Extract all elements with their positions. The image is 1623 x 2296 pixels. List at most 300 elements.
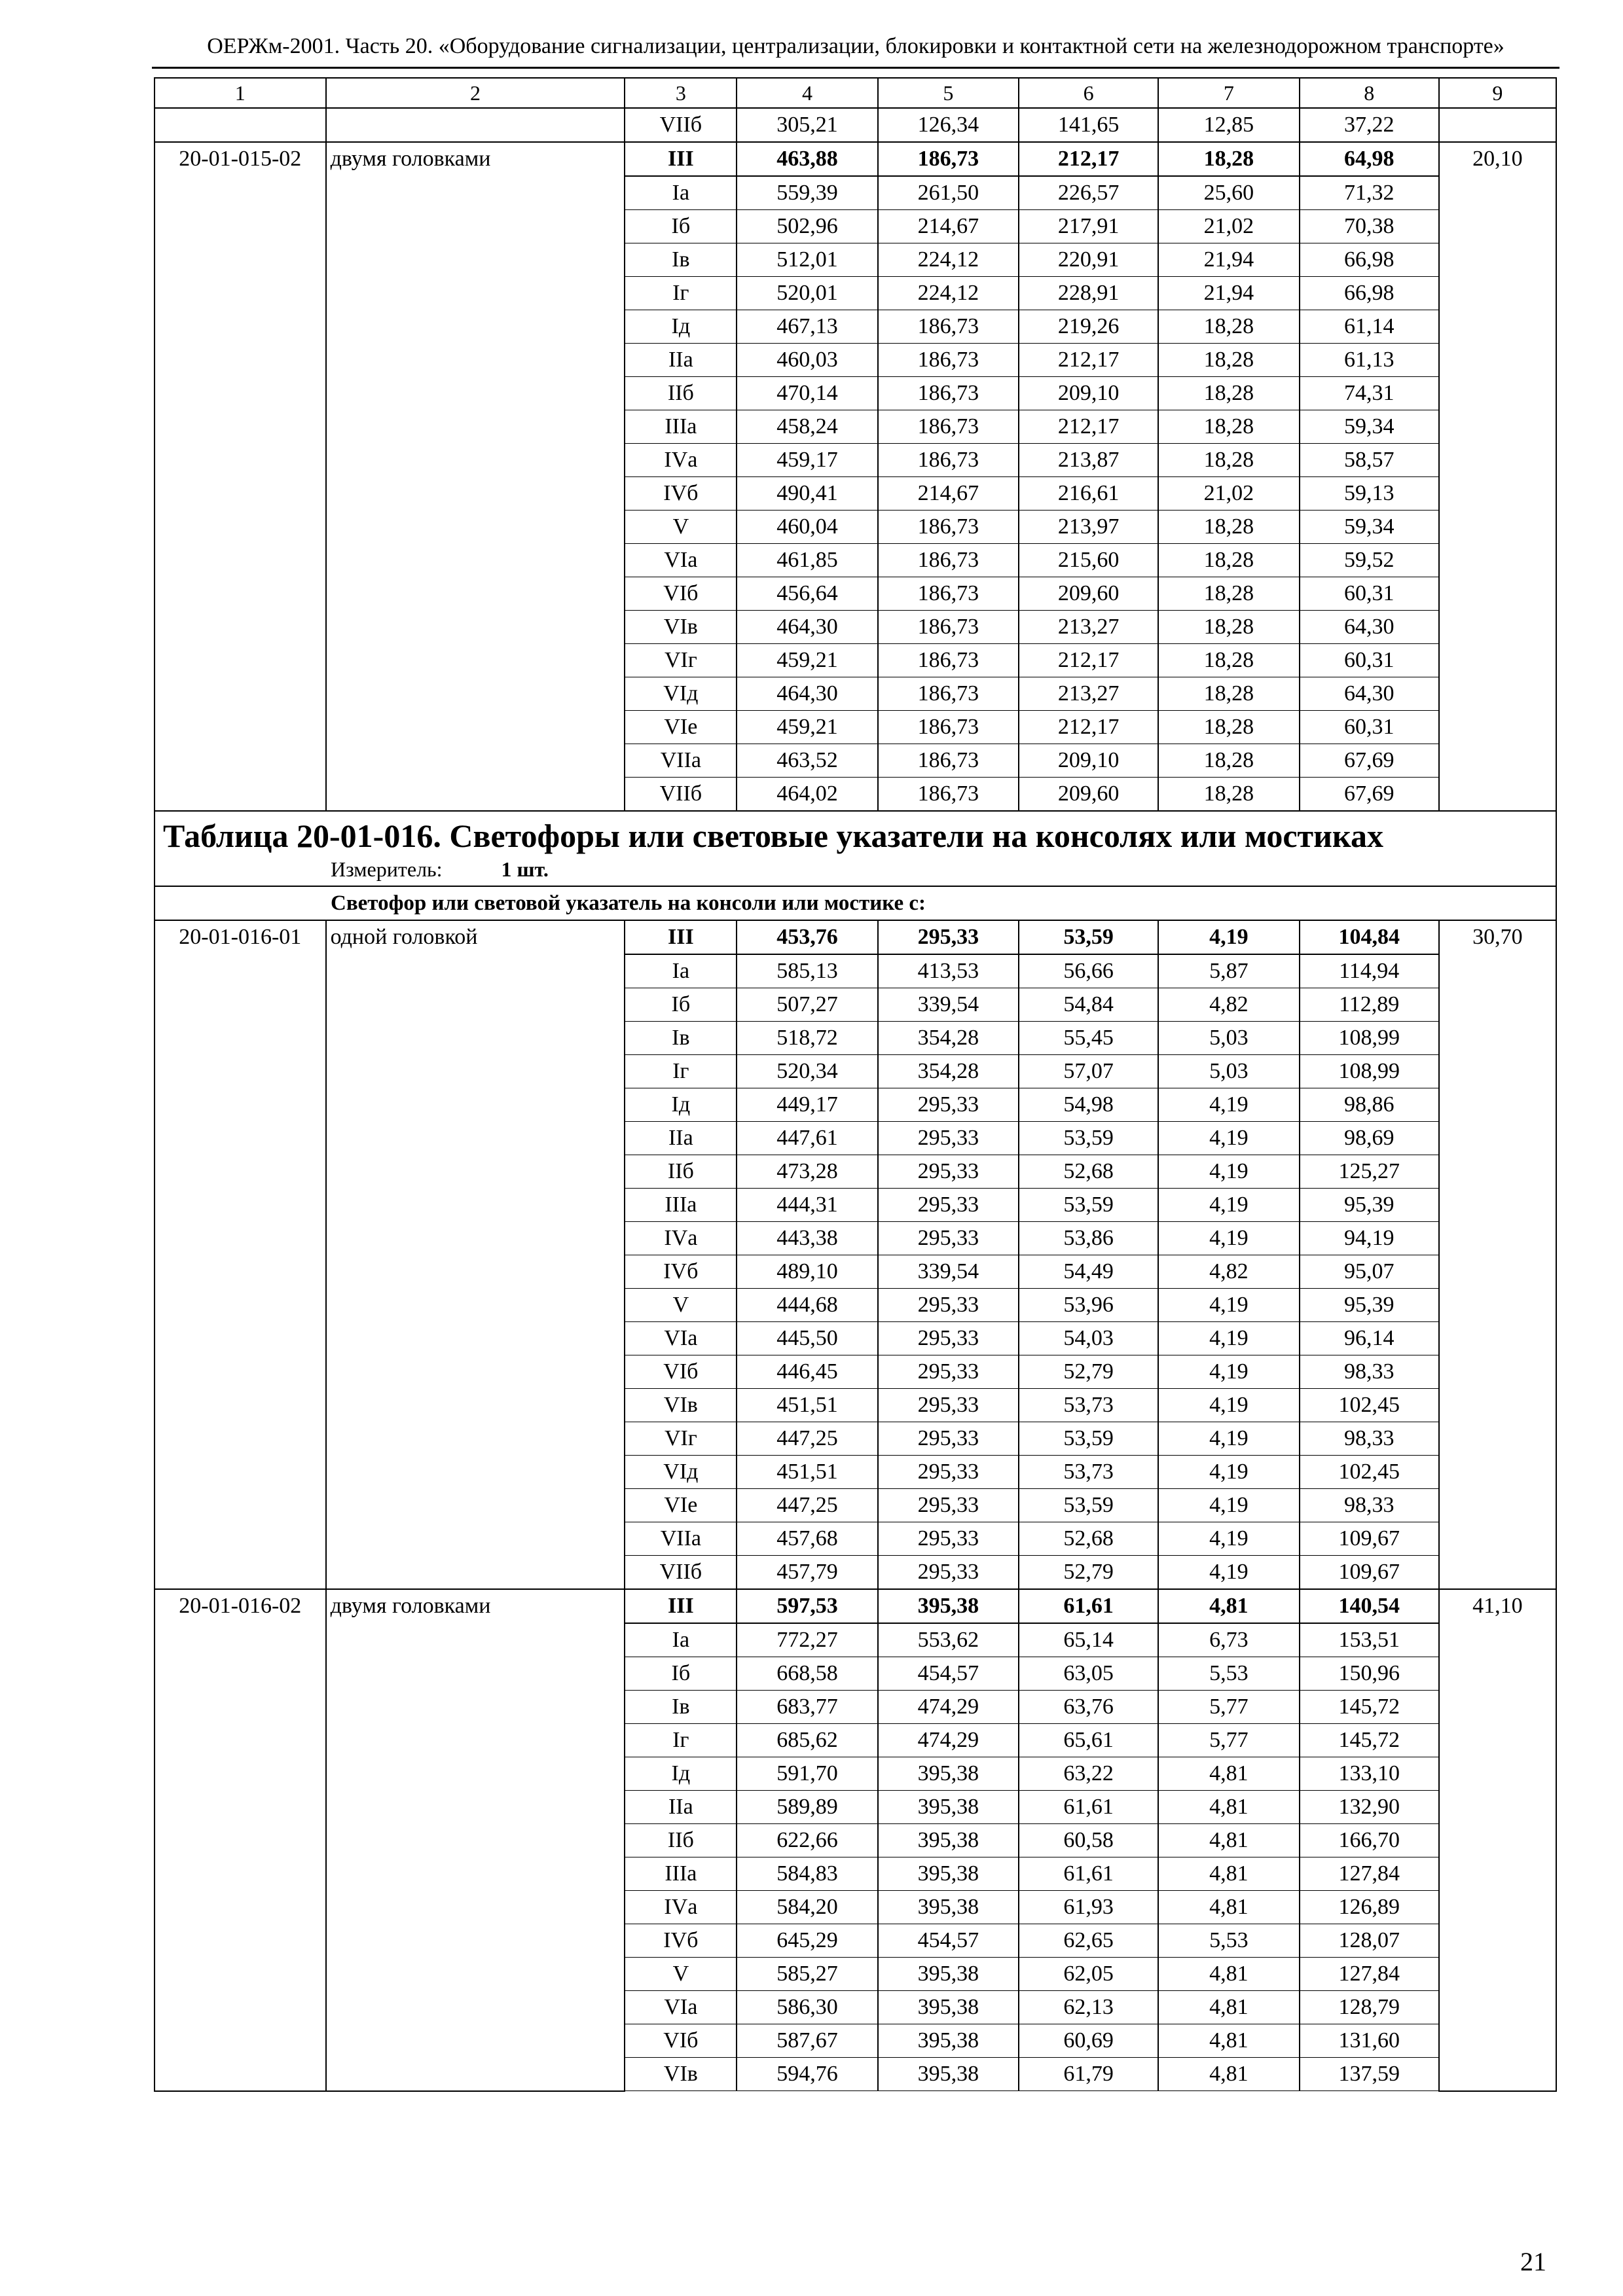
value-cell: 55,45 bbox=[1019, 1022, 1158, 1055]
value-cell: 470,14 bbox=[737, 377, 877, 410]
col-num: 1 bbox=[155, 78, 326, 108]
value-cell: 226,57 bbox=[1019, 176, 1158, 210]
value-cell: 94,19 bbox=[1300, 1222, 1439, 1255]
value-cell: 60,58 bbox=[1019, 1824, 1158, 1857]
value-cell: 214,67 bbox=[878, 477, 1019, 511]
value-cell: 457,79 bbox=[737, 1556, 877, 1590]
value-cell: 584,83 bbox=[737, 1857, 877, 1891]
value-cell: 18,28 bbox=[1158, 577, 1299, 611]
table-row bbox=[155, 920, 1556, 954]
value-cell: 215,60 bbox=[1019, 544, 1158, 577]
zone-cell: Iг bbox=[625, 1055, 737, 1088]
value-cell: 219,26 bbox=[1019, 310, 1158, 344]
value-cell: 645,29 bbox=[737, 1924, 877, 1958]
subheading: Светофор или световой указатель на консоли или мостике с: bbox=[155, 886, 1556, 920]
value-cell: 52,68 bbox=[1019, 1155, 1158, 1189]
value-cell: 60,69 bbox=[1019, 2024, 1158, 2058]
value-cell: 685,62 bbox=[737, 1724, 877, 1757]
value-cell: 4,81 bbox=[1158, 1891, 1299, 1924]
value-cell: 447,25 bbox=[737, 1489, 877, 1522]
value-cell: 295,33 bbox=[878, 1189, 1019, 1222]
value-cell: 772,27 bbox=[737, 1623, 877, 1657]
value-cell: 444,31 bbox=[737, 1189, 877, 1222]
zone-cell: VIIб bbox=[625, 778, 737, 812]
zone-cell: IVа bbox=[625, 1222, 737, 1255]
value-cell: 98,69 bbox=[1300, 1122, 1439, 1155]
value-cell: 295,33 bbox=[878, 1088, 1019, 1122]
value-cell: 58,57 bbox=[1300, 444, 1439, 477]
value-cell: 212,17 bbox=[1019, 142, 1158, 176]
value-cell: 63,22 bbox=[1019, 1757, 1158, 1791]
value-cell: 186,73 bbox=[878, 677, 1019, 711]
value-cell: 186,73 bbox=[878, 444, 1019, 477]
value-cell: 4,19 bbox=[1158, 1289, 1299, 1322]
value-cell: 186,73 bbox=[878, 611, 1019, 644]
value-cell: 213,27 bbox=[1019, 611, 1158, 644]
value-cell: 4,81 bbox=[1158, 1791, 1299, 1824]
value-cell: 489,10 bbox=[737, 1255, 877, 1289]
value-cell: 5,53 bbox=[1158, 1924, 1299, 1958]
zone-cell: Iг bbox=[625, 1724, 737, 1757]
value-cell: 464,02 bbox=[737, 778, 877, 812]
zone-cell: III bbox=[625, 920, 737, 954]
value-cell: 586,30 bbox=[737, 1991, 877, 2024]
zone-cell: IIа bbox=[625, 1122, 737, 1155]
value-cell: 295,33 bbox=[878, 1556, 1019, 1590]
code-cell: 20-01-016-01 bbox=[155, 920, 326, 1589]
value-cell: 108,99 bbox=[1300, 1055, 1439, 1088]
zone-cell: IIIа bbox=[625, 410, 737, 444]
col-num: 9 bbox=[1439, 78, 1556, 108]
value-cell: 98,86 bbox=[1300, 1088, 1439, 1122]
value-cell: 59,34 bbox=[1300, 511, 1439, 544]
value-cell: 18,28 bbox=[1158, 544, 1299, 577]
col9-cell bbox=[1439, 108, 1556, 142]
value-cell: 5,03 bbox=[1158, 1055, 1299, 1088]
value-cell: 126,34 bbox=[878, 108, 1019, 142]
value-cell: 213,27 bbox=[1019, 677, 1158, 711]
value-cell: 295,33 bbox=[878, 1322, 1019, 1355]
value-cell: 132,90 bbox=[1300, 1791, 1439, 1824]
value-cell: 166,70 bbox=[1300, 1824, 1439, 1857]
col-num: 5 bbox=[878, 78, 1019, 108]
value-cell: 53,96 bbox=[1019, 1289, 1158, 1322]
value-cell: 220,91 bbox=[1019, 243, 1158, 277]
value-cell: 4,81 bbox=[1158, 1958, 1299, 1991]
name-cell bbox=[326, 108, 625, 142]
value-cell: 212,17 bbox=[1019, 711, 1158, 744]
value-cell: 4,82 bbox=[1158, 1255, 1299, 1289]
meter-line bbox=[163, 855, 1548, 886]
value-cell: 212,17 bbox=[1019, 410, 1158, 444]
zone-cell: VIб bbox=[625, 1355, 737, 1389]
value-cell: 683,77 bbox=[737, 1691, 877, 1724]
code-cell bbox=[155, 108, 326, 142]
value-cell: 61,61 bbox=[1019, 1857, 1158, 1891]
value-cell: 224,12 bbox=[878, 243, 1019, 277]
value-cell: 668,58 bbox=[737, 1657, 877, 1691]
value-cell: 6,73 bbox=[1158, 1623, 1299, 1657]
value-cell: 4,19 bbox=[1158, 1189, 1299, 1222]
value-cell: 18,28 bbox=[1158, 344, 1299, 377]
value-cell: 52,79 bbox=[1019, 1355, 1158, 1389]
zone-cell: VIв bbox=[625, 1389, 737, 1422]
value-cell: 395,38 bbox=[878, 1824, 1019, 1857]
col-num: 4 bbox=[737, 78, 877, 108]
meter-label: Измеритель: bbox=[331, 857, 443, 881]
value-cell: 186,73 bbox=[878, 142, 1019, 176]
value-cell: 186,73 bbox=[878, 577, 1019, 611]
value-cell: 395,38 bbox=[878, 1958, 1019, 1991]
zone-cell: Iг bbox=[625, 277, 737, 310]
value-cell: 4,19 bbox=[1158, 1122, 1299, 1155]
norms-table bbox=[154, 77, 1557, 2092]
zone-cell: V bbox=[625, 1958, 737, 1991]
value-cell: 61,13 bbox=[1300, 344, 1439, 377]
value-cell: 66,98 bbox=[1300, 243, 1439, 277]
zone-cell: VIа bbox=[625, 1991, 737, 2024]
value-cell: 4,19 bbox=[1158, 1389, 1299, 1422]
value-cell: 444,68 bbox=[737, 1289, 877, 1322]
value-cell: 53,73 bbox=[1019, 1456, 1158, 1489]
zone-cell: VIIа bbox=[625, 744, 737, 778]
value-cell: 52,68 bbox=[1019, 1522, 1158, 1556]
zone-cell: IIIа bbox=[625, 1857, 737, 1891]
zone-cell: Iв bbox=[625, 1022, 737, 1055]
value-cell: 127,84 bbox=[1300, 1958, 1439, 1991]
value-cell: 447,25 bbox=[737, 1422, 877, 1456]
zone-cell: Iб bbox=[625, 1657, 737, 1691]
zone-cell: IVб bbox=[625, 477, 737, 511]
value-cell: 451,51 bbox=[737, 1456, 877, 1489]
value-cell: 186,73 bbox=[878, 744, 1019, 778]
value-cell: 295,33 bbox=[878, 1289, 1019, 1322]
value-cell: 57,07 bbox=[1019, 1055, 1158, 1088]
value-cell: 95,39 bbox=[1300, 1189, 1439, 1222]
value-cell: 587,67 bbox=[737, 2024, 877, 2058]
value-cell: 4,19 bbox=[1158, 1489, 1299, 1522]
value-cell: 354,28 bbox=[878, 1055, 1019, 1088]
value-cell: 456,64 bbox=[737, 577, 877, 611]
page-header: ОЕРЖм-2001. Часть 20. «Оборудование сигнализации, централизации, блокировки и контактной сети на железнодорожном транспорте» bbox=[152, 34, 1559, 69]
value-cell: 61,93 bbox=[1019, 1891, 1158, 1924]
zone-cell: IVа bbox=[625, 444, 737, 477]
col-num: 8 bbox=[1300, 78, 1439, 108]
value-cell: 145,72 bbox=[1300, 1691, 1439, 1724]
zone-cell: IIIа bbox=[625, 1189, 737, 1222]
value-cell: 150,96 bbox=[1300, 1657, 1439, 1691]
section-heading bbox=[155, 811, 1556, 886]
value-cell: 507,27 bbox=[737, 988, 877, 1022]
value-cell: 502,96 bbox=[737, 210, 877, 243]
column-number-row bbox=[155, 78, 1556, 108]
value-cell: 4,81 bbox=[1158, 2024, 1299, 2058]
value-cell: 224,12 bbox=[878, 277, 1019, 310]
value-cell: 4,81 bbox=[1158, 1991, 1299, 2024]
value-cell: 186,73 bbox=[878, 410, 1019, 444]
value-cell: 18,28 bbox=[1158, 677, 1299, 711]
col9-cell: 30,70 bbox=[1439, 920, 1556, 1589]
value-cell: 108,99 bbox=[1300, 1022, 1439, 1055]
value-cell: 463,52 bbox=[737, 744, 877, 778]
zone-cell: IIб bbox=[625, 1824, 737, 1857]
value-cell: 53,73 bbox=[1019, 1389, 1158, 1422]
value-cell: 112,89 bbox=[1300, 988, 1439, 1022]
value-cell: 4,19 bbox=[1158, 1322, 1299, 1355]
value-cell: 597,53 bbox=[737, 1589, 877, 1623]
value-cell: 53,59 bbox=[1019, 1489, 1158, 1522]
value-cell: 295,33 bbox=[878, 1422, 1019, 1456]
section-heading-row bbox=[155, 811, 1556, 886]
zone-cell: Iд bbox=[625, 1088, 737, 1122]
value-cell: 295,33 bbox=[878, 920, 1019, 954]
zone-cell: V bbox=[625, 511, 737, 544]
value-cell: 18,28 bbox=[1158, 611, 1299, 644]
value-cell: 4,81 bbox=[1158, 1757, 1299, 1791]
value-cell: 4,19 bbox=[1158, 1155, 1299, 1189]
value-cell: 141,65 bbox=[1019, 108, 1158, 142]
value-cell: 395,38 bbox=[878, 1857, 1019, 1891]
value-cell: 128,07 bbox=[1300, 1924, 1439, 1958]
col-num: 7 bbox=[1158, 78, 1299, 108]
value-cell: 474,29 bbox=[878, 1724, 1019, 1757]
value-cell: 463,88 bbox=[737, 142, 877, 176]
value-cell: 454,57 bbox=[878, 1924, 1019, 1958]
zone-cell: VIб bbox=[625, 2024, 737, 2058]
name-cell: двумя головками bbox=[326, 1589, 625, 2091]
value-cell: 589,89 bbox=[737, 1791, 877, 1824]
carryover-row bbox=[155, 108, 1556, 142]
value-cell: 464,30 bbox=[737, 611, 877, 644]
value-cell: 4,19 bbox=[1158, 1556, 1299, 1590]
value-cell: 61,14 bbox=[1300, 310, 1439, 344]
value-cell: 339,54 bbox=[878, 988, 1019, 1022]
zone-cell: VIе bbox=[625, 711, 737, 744]
zone-cell: VIв bbox=[625, 611, 737, 644]
value-cell: 395,38 bbox=[878, 1791, 1019, 1824]
value-cell: 449,17 bbox=[737, 1088, 877, 1122]
zone-cell: IIа bbox=[625, 344, 737, 377]
value-cell: 186,73 bbox=[878, 511, 1019, 544]
value-cell: 339,54 bbox=[878, 1255, 1019, 1289]
value-cell: 473,28 bbox=[737, 1155, 877, 1189]
value-cell: 21,02 bbox=[1158, 210, 1299, 243]
value-cell: 63,76 bbox=[1019, 1691, 1158, 1724]
value-cell: 212,17 bbox=[1019, 644, 1158, 677]
value-cell: 395,38 bbox=[878, 1891, 1019, 1924]
value-cell: 18,28 bbox=[1158, 744, 1299, 778]
value-cell: 354,28 bbox=[878, 1022, 1019, 1055]
value-cell: 305,21 bbox=[737, 108, 877, 142]
value-cell: 585,27 bbox=[737, 1958, 877, 1991]
value-cell: 209,60 bbox=[1019, 577, 1158, 611]
zone-cell: Iв bbox=[625, 1691, 737, 1724]
value-cell: 95,07 bbox=[1300, 1255, 1439, 1289]
value-cell: 186,73 bbox=[878, 778, 1019, 812]
value-cell: 4,19 bbox=[1158, 1222, 1299, 1255]
value-cell: 62,13 bbox=[1019, 1991, 1158, 2024]
value-cell: 295,33 bbox=[878, 1489, 1019, 1522]
value-cell: 4,19 bbox=[1158, 920, 1299, 954]
value-cell: 61,79 bbox=[1019, 2058, 1158, 2091]
value-cell: 186,73 bbox=[878, 310, 1019, 344]
name-cell: одной головкой bbox=[326, 920, 625, 1589]
value-cell: 459,21 bbox=[737, 644, 877, 677]
value-cell: 21,94 bbox=[1158, 243, 1299, 277]
value-cell: 467,13 bbox=[737, 310, 877, 344]
value-cell: 4,81 bbox=[1158, 1589, 1299, 1623]
zone-cell: IIб bbox=[625, 1155, 737, 1189]
value-cell: 67,69 bbox=[1300, 744, 1439, 778]
value-cell: 61,61 bbox=[1019, 1589, 1158, 1623]
name-cell: двумя головками bbox=[326, 142, 625, 811]
col-num: 3 bbox=[625, 78, 737, 108]
value-cell: 395,38 bbox=[878, 2058, 1019, 2091]
zone-cell: IVб bbox=[625, 1255, 737, 1289]
value-cell: 453,76 bbox=[737, 920, 877, 954]
value-cell: 59,34 bbox=[1300, 410, 1439, 444]
value-cell: 65,61 bbox=[1019, 1724, 1158, 1757]
value-cell: 4,19 bbox=[1158, 1422, 1299, 1456]
value-cell: 446,45 bbox=[737, 1355, 877, 1389]
value-cell: 520,01 bbox=[737, 277, 877, 310]
value-cell: 62,05 bbox=[1019, 1958, 1158, 1991]
zone-cell: Iа bbox=[625, 954, 737, 988]
value-cell: 95,39 bbox=[1300, 1289, 1439, 1322]
value-cell: 186,73 bbox=[878, 544, 1019, 577]
zone-cell: Iа bbox=[625, 1623, 737, 1657]
value-cell: 74,31 bbox=[1300, 377, 1439, 410]
zone-cell: VIб bbox=[625, 577, 737, 611]
value-cell: 137,59 bbox=[1300, 2058, 1439, 2091]
value-cell: 4,82 bbox=[1158, 988, 1299, 1022]
value-cell: 186,73 bbox=[878, 711, 1019, 744]
value-cell: 70,38 bbox=[1300, 210, 1439, 243]
value-cell: 60,31 bbox=[1300, 577, 1439, 611]
value-cell: 127,84 bbox=[1300, 1857, 1439, 1891]
table-body-015 bbox=[155, 78, 1556, 142]
value-cell: 622,66 bbox=[737, 1824, 877, 1857]
value-cell: 54,84 bbox=[1019, 988, 1158, 1022]
value-cell: 474,29 bbox=[878, 1691, 1019, 1724]
value-cell: 61,61 bbox=[1019, 1791, 1158, 1824]
value-cell: 447,61 bbox=[737, 1122, 877, 1155]
value-cell: 295,33 bbox=[878, 1456, 1019, 1489]
value-cell: 454,57 bbox=[878, 1657, 1019, 1691]
value-cell: 109,67 bbox=[1300, 1522, 1439, 1556]
value-cell: 54,98 bbox=[1019, 1088, 1158, 1122]
value-cell: 18,28 bbox=[1158, 377, 1299, 410]
value-cell: 104,84 bbox=[1300, 920, 1439, 954]
value-cell: 213,87 bbox=[1019, 444, 1158, 477]
value-cell: 153,51 bbox=[1300, 1623, 1439, 1657]
table-title: Таблица 20-01-016. Светофоры или световые указатели на консолях или мостиках bbox=[163, 817, 1383, 854]
zone-cell: III bbox=[625, 1589, 737, 1623]
value-cell: 186,73 bbox=[878, 344, 1019, 377]
value-cell: 295,33 bbox=[878, 1522, 1019, 1556]
value-cell: 25,60 bbox=[1158, 176, 1299, 210]
value-cell: 102,45 bbox=[1300, 1389, 1439, 1422]
value-cell: 4,19 bbox=[1158, 1088, 1299, 1122]
value-cell: 512,01 bbox=[737, 243, 877, 277]
code-cell: 20-01-016-02 bbox=[155, 1589, 326, 2091]
zone-cell: VIд bbox=[625, 677, 737, 711]
value-cell: 585,13 bbox=[737, 954, 877, 988]
table-016-heading bbox=[155, 811, 1556, 920]
value-cell: 413,53 bbox=[878, 954, 1019, 988]
col9-cell: 41,10 bbox=[1439, 1589, 1556, 2091]
value-cell: 21,94 bbox=[1158, 277, 1299, 310]
value-cell: 209,10 bbox=[1019, 377, 1158, 410]
value-cell: 131,60 bbox=[1300, 2024, 1439, 2058]
value-cell: 186,73 bbox=[878, 377, 1019, 410]
col-num: 6 bbox=[1019, 78, 1158, 108]
value-cell: 518,72 bbox=[737, 1022, 877, 1055]
value-cell: 71,32 bbox=[1300, 176, 1439, 210]
value-cell: 64,30 bbox=[1300, 611, 1439, 644]
value-cell: 395,38 bbox=[878, 1757, 1019, 1791]
value-cell: 209,60 bbox=[1019, 778, 1158, 812]
code-cell: 20-01-015-02 bbox=[155, 142, 326, 811]
value-cell: 458,24 bbox=[737, 410, 877, 444]
zone-cell: VIг bbox=[625, 1422, 737, 1456]
value-cell: 214,67 bbox=[878, 210, 1019, 243]
value-cell: 451,51 bbox=[737, 1389, 877, 1422]
value-cell: 114,94 bbox=[1300, 954, 1439, 988]
zone-cell: VIе bbox=[625, 1489, 737, 1522]
value-cell: 54,03 bbox=[1019, 1322, 1158, 1355]
value-cell: 4,81 bbox=[1158, 1857, 1299, 1891]
value-cell: 217,91 bbox=[1019, 210, 1158, 243]
value-cell: 186,73 bbox=[878, 644, 1019, 677]
value-cell: 457,68 bbox=[737, 1522, 877, 1556]
value-cell: 591,70 bbox=[737, 1757, 877, 1791]
value-cell: 125,27 bbox=[1300, 1155, 1439, 1189]
zone-cell: VIIб bbox=[625, 1556, 737, 1590]
value-cell: 67,69 bbox=[1300, 778, 1439, 812]
value-cell: 4,19 bbox=[1158, 1355, 1299, 1389]
value-cell: 5,87 bbox=[1158, 954, 1299, 988]
zone-cell: IIа bbox=[625, 1791, 737, 1824]
value-cell: 4,81 bbox=[1158, 2058, 1299, 2091]
value-cell: 60,31 bbox=[1300, 711, 1439, 744]
value-cell: 66,98 bbox=[1300, 277, 1439, 310]
value-cell: 52,79 bbox=[1019, 1556, 1158, 1590]
zone-cell: Iд bbox=[625, 310, 737, 344]
value-cell: 228,91 bbox=[1019, 277, 1158, 310]
value-cell: 62,65 bbox=[1019, 1924, 1158, 1958]
value-cell: 594,76 bbox=[737, 2058, 877, 2091]
group-20-01-016-01 bbox=[155, 920, 1556, 1589]
zone-cell: Iб bbox=[625, 988, 737, 1022]
value-cell: 18,28 bbox=[1158, 644, 1299, 677]
value-cell: 4,81 bbox=[1158, 1824, 1299, 1857]
zone-cell: VIд bbox=[625, 1456, 737, 1489]
zone-cell: VIа bbox=[625, 544, 737, 577]
value-cell: 59,13 bbox=[1300, 477, 1439, 511]
value-cell: 37,22 bbox=[1300, 108, 1439, 142]
value-cell: 5,77 bbox=[1158, 1724, 1299, 1757]
value-cell: 5,77 bbox=[1158, 1691, 1299, 1724]
value-cell: 559,39 bbox=[737, 176, 877, 210]
col-num: 2 bbox=[326, 78, 625, 108]
value-cell: 53,86 bbox=[1019, 1222, 1158, 1255]
zone-cell: Iа bbox=[625, 176, 737, 210]
value-cell: 65,14 bbox=[1019, 1623, 1158, 1657]
zone-cell: IVа bbox=[625, 1891, 737, 1924]
value-cell: 209,10 bbox=[1019, 744, 1158, 778]
value-cell: 18,28 bbox=[1158, 310, 1299, 344]
